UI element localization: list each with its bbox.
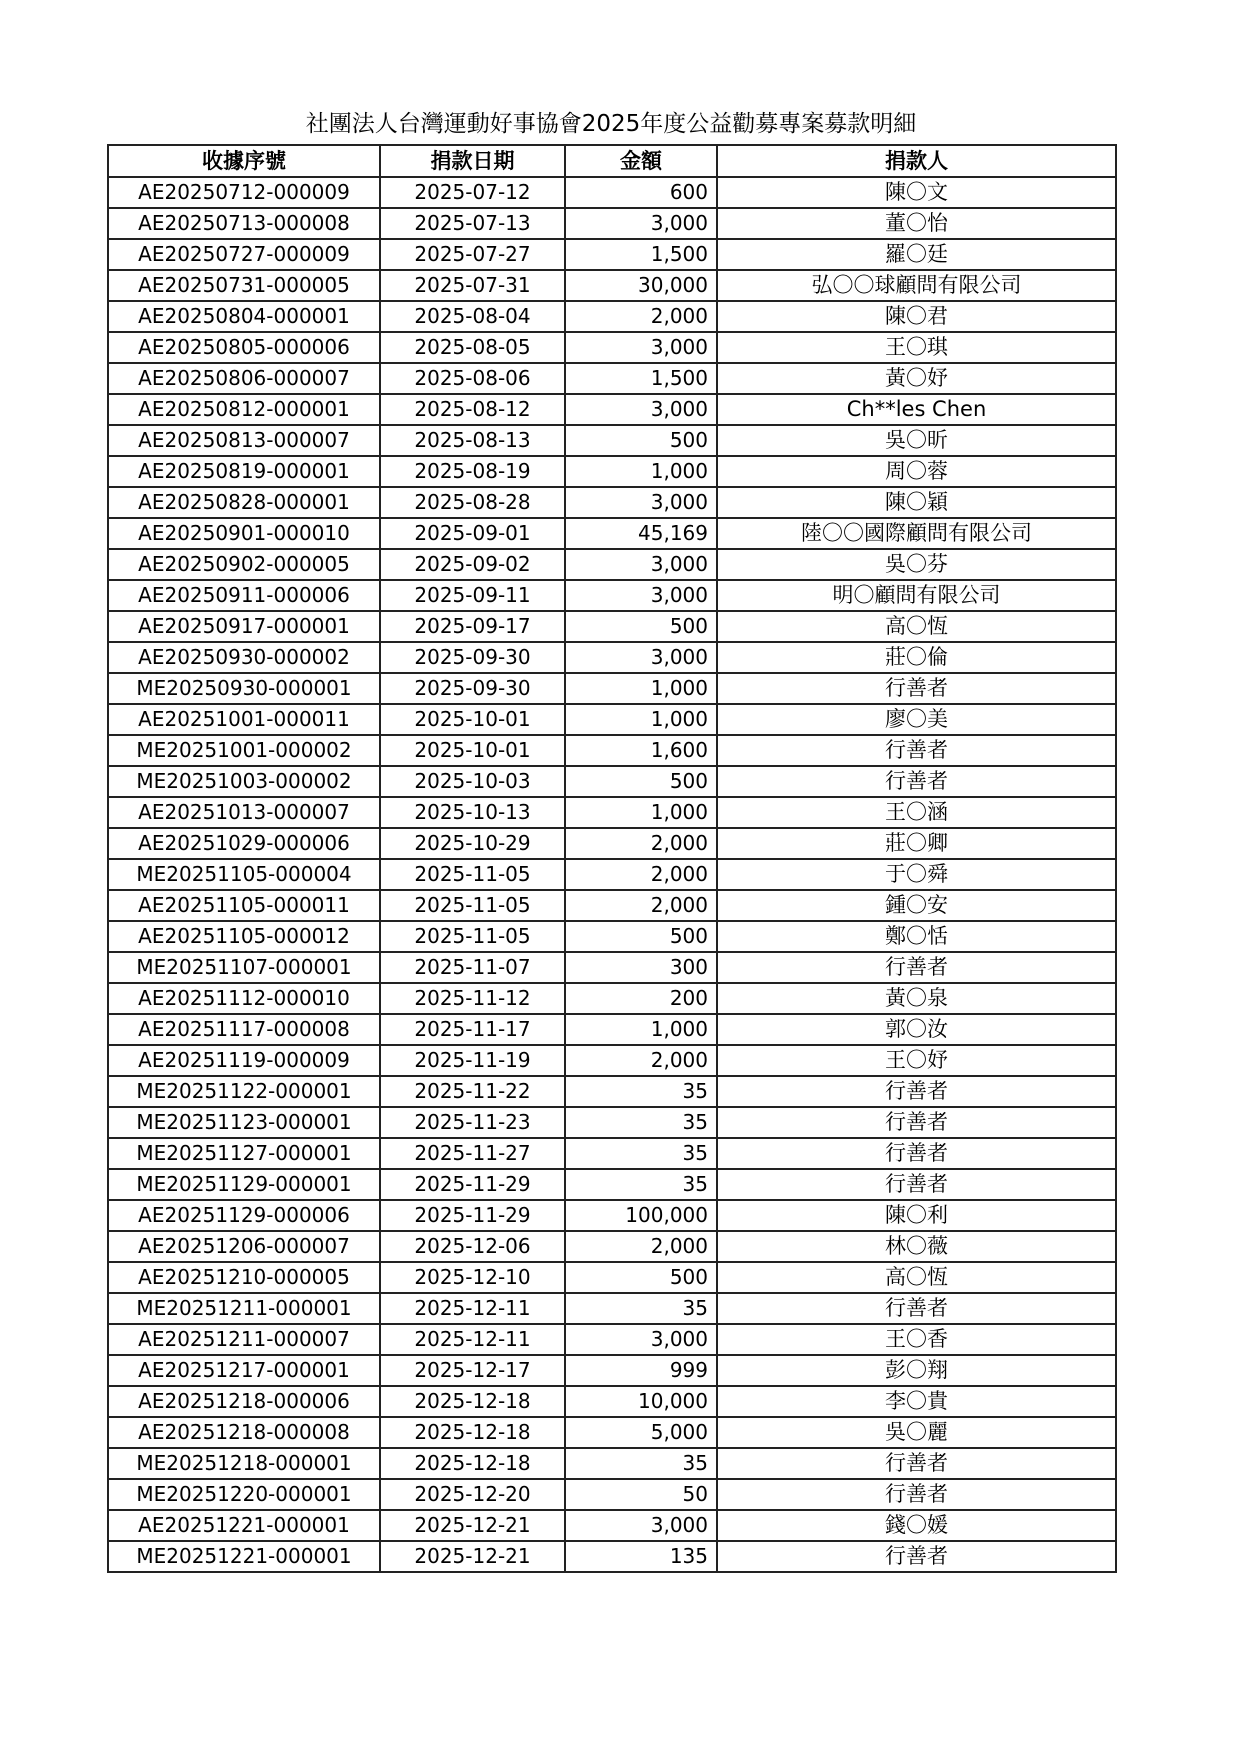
receipt-no-cell: AE20250828-000001 bbox=[108, 487, 380, 518]
table-row bbox=[108, 301, 1116, 332]
donor-cell: 董〇怡 bbox=[717, 208, 1116, 239]
receipt-no-cell: AE20251029-000006 bbox=[108, 828, 380, 859]
donor-cell: 羅〇廷 bbox=[717, 239, 1116, 270]
date-cell: 2025-10-29 bbox=[380, 828, 565, 859]
date-cell: 2025-11-17 bbox=[380, 1014, 565, 1045]
amount-cell: 600 bbox=[565, 177, 717, 208]
donor-cell: 郭〇汝 bbox=[717, 1014, 1116, 1045]
table-row bbox=[108, 1200, 1116, 1231]
table-row bbox=[108, 1479, 1116, 1510]
amount-cell: 1,000 bbox=[565, 673, 717, 704]
date-cell: 2025-11-29 bbox=[380, 1169, 565, 1200]
amount-cell: 1,500 bbox=[565, 363, 717, 394]
amount-cell: 3,000 bbox=[565, 1324, 717, 1355]
amount-cell: 10,000 bbox=[565, 1386, 717, 1417]
receipt-no-cell: AE20251218-000006 bbox=[108, 1386, 380, 1417]
date-cell: 2025-09-11 bbox=[380, 580, 565, 611]
date-cell: 2025-09-02 bbox=[380, 549, 565, 580]
date-cell: 2025-09-01 bbox=[380, 518, 565, 549]
date-cell: 2025-08-06 bbox=[380, 363, 565, 394]
date-cell: 2025-07-12 bbox=[380, 177, 565, 208]
table-row bbox=[108, 735, 1116, 766]
receipt-no-cell: AE20250712-000009 bbox=[108, 177, 380, 208]
table-row bbox=[108, 363, 1116, 394]
date-cell: 2025-10-03 bbox=[380, 766, 565, 797]
table-row bbox=[108, 487, 1116, 518]
table-row bbox=[108, 828, 1116, 859]
table-row bbox=[108, 1510, 1116, 1541]
receipt-no-cell: AE20251206-000007 bbox=[108, 1231, 380, 1262]
receipt-no-cell: AE20251013-000007 bbox=[108, 797, 380, 828]
receipt-no-cell: AE20250902-000005 bbox=[108, 549, 380, 580]
table-row bbox=[108, 1138, 1116, 1169]
receipt-no-cell: AE20250713-000008 bbox=[108, 208, 380, 239]
table-row bbox=[108, 580, 1116, 611]
receipt-no-cell: AE20250917-000001 bbox=[108, 611, 380, 642]
receipt-no-cell: AE20250813-000007 bbox=[108, 425, 380, 456]
donor-cell: 黃〇泉 bbox=[717, 983, 1116, 1014]
donor-cell: 黃〇妤 bbox=[717, 363, 1116, 394]
receipt-no-cell: AE20251211-000007 bbox=[108, 1324, 380, 1355]
donor-cell: 行善者 bbox=[717, 1479, 1116, 1510]
receipt-no-cell: AE20250804-000001 bbox=[108, 301, 380, 332]
amount-cell: 1,000 bbox=[565, 797, 717, 828]
amount-cell: 3,000 bbox=[565, 208, 717, 239]
date-cell: 2025-11-23 bbox=[380, 1107, 565, 1138]
table-row bbox=[108, 642, 1116, 673]
donor-cell: 于〇舜 bbox=[717, 859, 1116, 890]
table-row bbox=[108, 1417, 1116, 1448]
amount-cell: 3,000 bbox=[565, 549, 717, 580]
amount-cell: 1,000 bbox=[565, 1014, 717, 1045]
table-row bbox=[108, 797, 1116, 828]
receipt-no-cell: AE20251218-000008 bbox=[108, 1417, 380, 1448]
donor-cell: 陳〇文 bbox=[717, 177, 1116, 208]
amount-cell: 3,000 bbox=[565, 1510, 717, 1541]
date-cell: 2025-12-18 bbox=[380, 1448, 565, 1479]
date-cell: 2025-08-04 bbox=[380, 301, 565, 332]
table-row bbox=[108, 890, 1116, 921]
table-row bbox=[108, 1293, 1116, 1324]
header-row bbox=[108, 145, 1116, 177]
receipt-no-cell: AE20251129-000006 bbox=[108, 1200, 380, 1231]
receipt-no-cell: ME20251220-000001 bbox=[108, 1479, 380, 1510]
donor-cell: 行善者 bbox=[717, 1076, 1116, 1107]
date-cell: 2025-11-05 bbox=[380, 859, 565, 890]
receipt-no-cell: AE20250901-000010 bbox=[108, 518, 380, 549]
amount-cell: 5,000 bbox=[565, 1417, 717, 1448]
table-row bbox=[108, 1386, 1116, 1417]
amount-cell: 35 bbox=[565, 1138, 717, 1169]
header-amount: 金額 bbox=[565, 145, 717, 177]
donor-cell: 行善者 bbox=[717, 735, 1116, 766]
receipt-no-cell: ME20251001-000002 bbox=[108, 735, 380, 766]
amount-cell: 100,000 bbox=[565, 1200, 717, 1231]
table-header bbox=[108, 145, 1116, 177]
donation-table bbox=[107, 144, 1117, 1573]
receipt-no-cell: AE20251221-000001 bbox=[108, 1510, 380, 1541]
amount-cell: 45,169 bbox=[565, 518, 717, 549]
donor-cell: 陳〇君 bbox=[717, 301, 1116, 332]
receipt-no-cell: AE20250805-000006 bbox=[108, 332, 380, 363]
donor-cell: 行善者 bbox=[717, 952, 1116, 983]
donor-cell: 明〇顧問有限公司 bbox=[717, 580, 1116, 611]
donor-cell: 王〇妤 bbox=[717, 1045, 1116, 1076]
date-cell: 2025-11-12 bbox=[380, 983, 565, 1014]
date-cell: 2025-12-10 bbox=[380, 1262, 565, 1293]
table-row bbox=[108, 208, 1116, 239]
receipt-no-cell: ME20251211-000001 bbox=[108, 1293, 380, 1324]
amount-cell: 35 bbox=[565, 1107, 717, 1138]
table-row bbox=[108, 1262, 1116, 1293]
header-receipt-no: 收據序號 bbox=[108, 145, 380, 177]
table-row bbox=[108, 1014, 1116, 1045]
date-cell: 2025-10-13 bbox=[380, 797, 565, 828]
table-row bbox=[108, 983, 1116, 1014]
date-cell: 2025-08-19 bbox=[380, 456, 565, 487]
receipt-no-cell: AE20251119-000009 bbox=[108, 1045, 380, 1076]
table-row bbox=[108, 1045, 1116, 1076]
donor-cell: 莊〇倫 bbox=[717, 642, 1116, 673]
table-row bbox=[108, 456, 1116, 487]
receipt-no-cell: AE20251117-000008 bbox=[108, 1014, 380, 1045]
date-cell: 2025-12-18 bbox=[380, 1386, 565, 1417]
date-cell: 2025-12-21 bbox=[380, 1541, 565, 1572]
amount-cell: 3,000 bbox=[565, 332, 717, 363]
date-cell: 2025-08-13 bbox=[380, 425, 565, 456]
table-row bbox=[108, 766, 1116, 797]
amount-cell: 50 bbox=[565, 1479, 717, 1510]
table-row bbox=[108, 859, 1116, 890]
date-cell: 2025-12-21 bbox=[380, 1510, 565, 1541]
amount-cell: 500 bbox=[565, 425, 717, 456]
table-row bbox=[108, 673, 1116, 704]
table-row bbox=[108, 1107, 1116, 1138]
donor-cell: 行善者 bbox=[717, 1138, 1116, 1169]
date-cell: 2025-10-01 bbox=[380, 735, 565, 766]
donor-cell: 陸〇〇國際顧問有限公司 bbox=[717, 518, 1116, 549]
amount-cell: 3,000 bbox=[565, 487, 717, 518]
donor-cell: 李〇貴 bbox=[717, 1386, 1116, 1417]
receipt-no-cell: ME20251123-000001 bbox=[108, 1107, 380, 1138]
receipt-no-cell: ME20251221-000001 bbox=[108, 1541, 380, 1572]
donor-cell: 廖〇美 bbox=[717, 704, 1116, 735]
table-row bbox=[108, 1448, 1116, 1479]
amount-cell: 500 bbox=[565, 766, 717, 797]
donor-cell: 王〇涵 bbox=[717, 797, 1116, 828]
table-body bbox=[108, 177, 1116, 1572]
date-cell: 2025-09-30 bbox=[380, 673, 565, 704]
donor-cell: 莊〇卿 bbox=[717, 828, 1116, 859]
date-cell: 2025-12-11 bbox=[380, 1293, 565, 1324]
table-row bbox=[108, 1169, 1116, 1200]
donor-cell: 弘〇〇球顧問有限公司 bbox=[717, 270, 1116, 301]
donor-cell: 行善者 bbox=[717, 1107, 1116, 1138]
amount-cell: 2,000 bbox=[565, 1045, 717, 1076]
table-row bbox=[108, 549, 1116, 580]
receipt-no-cell: ME20251129-000001 bbox=[108, 1169, 380, 1200]
amount-cell: 1,500 bbox=[565, 239, 717, 270]
amount-cell: 35 bbox=[565, 1448, 717, 1479]
donor-cell: 鄭〇恬 bbox=[717, 921, 1116, 952]
table-row bbox=[108, 425, 1116, 456]
amount-cell: 3,000 bbox=[565, 580, 717, 611]
table-row bbox=[108, 1076, 1116, 1107]
donor-cell: 高〇恆 bbox=[717, 1262, 1116, 1293]
amount-cell: 135 bbox=[565, 1541, 717, 1572]
date-cell: 2025-11-05 bbox=[380, 890, 565, 921]
date-cell: 2025-12-20 bbox=[380, 1479, 565, 1510]
receipt-no-cell: ME20251127-000001 bbox=[108, 1138, 380, 1169]
receipt-no-cell: AE20250819-000001 bbox=[108, 456, 380, 487]
amount-cell: 2,000 bbox=[565, 828, 717, 859]
receipt-no-cell: AE20250930-000002 bbox=[108, 642, 380, 673]
donor-cell: Ch**les Chen bbox=[717, 394, 1116, 425]
table-row bbox=[108, 239, 1116, 270]
date-cell: 2025-12-17 bbox=[380, 1355, 565, 1386]
amount-cell: 500 bbox=[565, 921, 717, 952]
table-row bbox=[108, 1231, 1116, 1262]
amount-cell: 500 bbox=[565, 1262, 717, 1293]
table-row bbox=[108, 704, 1116, 735]
date-cell: 2025-07-31 bbox=[380, 270, 565, 301]
table-row bbox=[108, 611, 1116, 642]
date-cell: 2025-11-05 bbox=[380, 921, 565, 952]
receipt-no-cell: AE20250812-000001 bbox=[108, 394, 380, 425]
table-row bbox=[108, 394, 1116, 425]
donor-cell: 吳〇麗 bbox=[717, 1417, 1116, 1448]
table-row bbox=[108, 177, 1116, 208]
amount-cell: 999 bbox=[565, 1355, 717, 1386]
donor-cell: 行善者 bbox=[717, 1169, 1116, 1200]
donor-cell: 彭〇翔 bbox=[717, 1355, 1116, 1386]
receipt-no-cell: ME20251105-000004 bbox=[108, 859, 380, 890]
amount-cell: 30,000 bbox=[565, 270, 717, 301]
donor-cell: 高〇恆 bbox=[717, 611, 1116, 642]
donor-cell: 陳〇穎 bbox=[717, 487, 1116, 518]
amount-cell: 35 bbox=[565, 1293, 717, 1324]
date-cell: 2025-12-06 bbox=[380, 1231, 565, 1262]
date-cell: 2025-11-19 bbox=[380, 1045, 565, 1076]
table-row bbox=[108, 270, 1116, 301]
receipt-no-cell: AE20251217-000001 bbox=[108, 1355, 380, 1386]
receipt-no-cell: ME20251003-000002 bbox=[108, 766, 380, 797]
donor-cell: 行善者 bbox=[717, 1293, 1116, 1324]
receipt-no-cell: ME20251218-000001 bbox=[108, 1448, 380, 1479]
donor-cell: 錢〇媛 bbox=[717, 1510, 1116, 1541]
date-cell: 2025-11-27 bbox=[380, 1138, 565, 1169]
date-cell: 2025-10-01 bbox=[380, 704, 565, 735]
date-cell: 2025-12-18 bbox=[380, 1417, 565, 1448]
amount-cell: 2,000 bbox=[565, 859, 717, 890]
date-cell: 2025-11-07 bbox=[380, 952, 565, 983]
amount-cell: 3,000 bbox=[565, 394, 717, 425]
amount-cell: 1,000 bbox=[565, 704, 717, 735]
receipt-no-cell: AE20250727-000009 bbox=[108, 239, 380, 270]
amount-cell: 2,000 bbox=[565, 1231, 717, 1262]
donor-cell: 鍾〇安 bbox=[717, 890, 1116, 921]
table-row bbox=[108, 1541, 1116, 1572]
receipt-no-cell: AE20250806-000007 bbox=[108, 363, 380, 394]
donor-cell: 行善者 bbox=[717, 673, 1116, 704]
date-cell: 2025-08-28 bbox=[380, 487, 565, 518]
donor-cell: 周〇蓉 bbox=[717, 456, 1116, 487]
donor-cell: 陳〇利 bbox=[717, 1200, 1116, 1231]
donor-cell: 行善者 bbox=[717, 1541, 1116, 1572]
table-row bbox=[108, 332, 1116, 363]
amount-cell: 300 bbox=[565, 952, 717, 983]
date-cell: 2025-08-12 bbox=[380, 394, 565, 425]
receipt-no-cell: AE20251105-000011 bbox=[108, 890, 380, 921]
receipt-no-cell: AE20251210-000005 bbox=[108, 1262, 380, 1293]
amount-cell: 2,000 bbox=[565, 301, 717, 332]
date-cell: 2025-07-13 bbox=[380, 208, 565, 239]
table-row bbox=[108, 518, 1116, 549]
page-title: 社團法人台灣運動好事協會2025年度公益勸募專案募款明細 bbox=[305, 111, 917, 137]
date-cell: 2025-12-11 bbox=[380, 1324, 565, 1355]
amount-cell: 35 bbox=[565, 1169, 717, 1200]
table-row bbox=[108, 921, 1116, 952]
donor-cell: 王〇香 bbox=[717, 1324, 1116, 1355]
receipt-no-cell: AE20251105-000012 bbox=[108, 921, 380, 952]
donor-cell: 行善者 bbox=[717, 1448, 1116, 1479]
receipt-no-cell: ME20251122-000001 bbox=[108, 1076, 380, 1107]
donor-cell: 行善者 bbox=[717, 766, 1116, 797]
header-date: 捐款日期 bbox=[380, 145, 565, 177]
donor-cell: 吳〇昕 bbox=[717, 425, 1116, 456]
receipt-no-cell: AE20250731-000005 bbox=[108, 270, 380, 301]
date-cell: 2025-11-22 bbox=[380, 1076, 565, 1107]
table-row bbox=[108, 952, 1116, 983]
amount-cell: 1,000 bbox=[565, 456, 717, 487]
receipt-no-cell: ME20251107-000001 bbox=[108, 952, 380, 983]
amount-cell: 200 bbox=[565, 983, 717, 1014]
receipt-no-cell: AE20250911-000006 bbox=[108, 580, 380, 611]
donor-cell: 吳〇芬 bbox=[717, 549, 1116, 580]
receipt-no-cell: AE20251001-000011 bbox=[108, 704, 380, 735]
donor-cell: 林〇薇 bbox=[717, 1231, 1116, 1262]
date-cell: 2025-11-29 bbox=[380, 1200, 565, 1231]
receipt-no-cell: ME20250930-000001 bbox=[108, 673, 380, 704]
amount-cell: 500 bbox=[565, 611, 717, 642]
amount-cell: 2,000 bbox=[565, 890, 717, 921]
date-cell: 2025-09-30 bbox=[380, 642, 565, 673]
donor-cell: 王〇琪 bbox=[717, 332, 1116, 363]
table-row bbox=[108, 1324, 1116, 1355]
header-donor: 捐款人 bbox=[717, 145, 1116, 177]
amount-cell: 1,600 bbox=[565, 735, 717, 766]
date-cell: 2025-09-17 bbox=[380, 611, 565, 642]
amount-cell: 35 bbox=[565, 1076, 717, 1107]
table-row bbox=[108, 1355, 1116, 1386]
receipt-no-cell: AE20251112-000010 bbox=[108, 983, 380, 1014]
date-cell: 2025-07-27 bbox=[380, 239, 565, 270]
date-cell: 2025-08-05 bbox=[380, 332, 565, 363]
amount-cell: 3,000 bbox=[565, 642, 717, 673]
